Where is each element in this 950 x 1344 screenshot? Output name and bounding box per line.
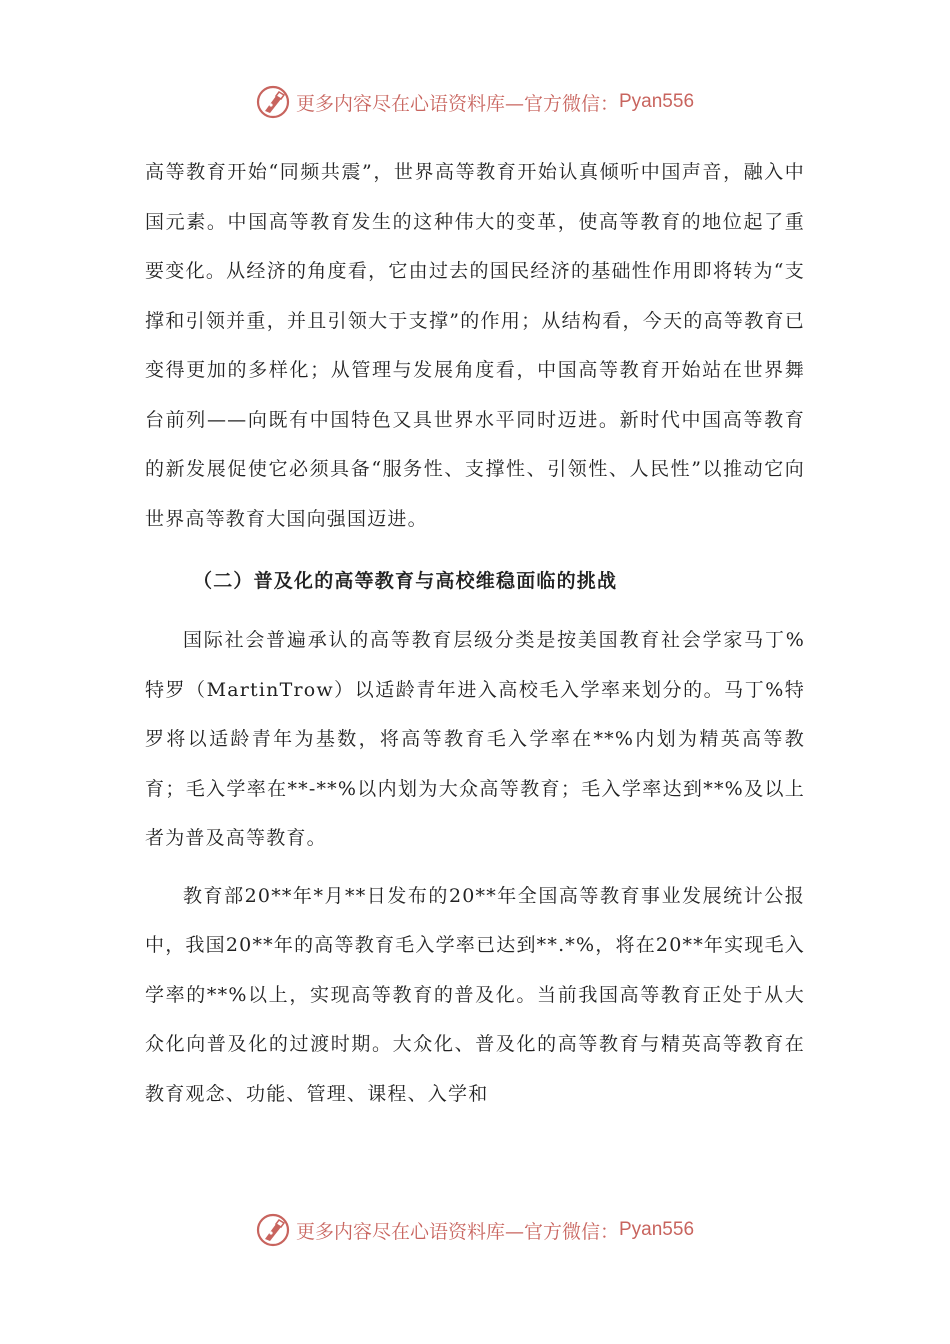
banner-text: 更多内容尽在心语资料库—官方微信： xyxy=(295,92,619,115)
banner-text: 更多内容尽在心语资料库—官方微信： xyxy=(295,1220,619,1243)
wechat-id: Pyan556 xyxy=(619,1219,695,1240)
header-banner xyxy=(0,80,950,124)
paragraph-2: 国际社会普遍承认的高等教育层级分类是按美国教育社会学家马丁%特罗（MartinTrow）以适龄青年进入高校毛入学率来划分的。马丁%特罗将以适龄青年为基数，将高等教育毛入学率在**%内划为精英高等教育；毛入学率在**-**%以内划为大众高等教育；毛入学率达到**%及以上者为普及高等教育。 xyxy=(145,629,805,849)
document-body xyxy=(145,148,805,1119)
wechat-id: Pyan556 xyxy=(619,91,695,112)
paragraph-3: 教育部20**年*月**日发布的20**年全国高等教育事业发展统计公报中，我国20**年的高等教育毛入学率已达到**.*%，将在20**年实现毛入学率的**%以上，实现高等教育的普及化。当前我国高等教育正处于从大众化向普及化的过渡时期。大众化、普及化的高等教育与精英高等教育在教育观念、功能、管理、课程、入学和 xyxy=(145,884,805,1105)
section-heading: （二）普及化的高等教育与高校维稳面临的挑战 xyxy=(193,570,618,592)
pen-nib-icon xyxy=(256,85,290,119)
paragraph-1: 高等教育开始“同频共震”，世界高等教育开始认真倾听中国声音，融入中国元素。中国高等教育发生的这种伟大的变革，使高等教育的地位起了重要变化。从经济的角度看，它由过去的国民经济的基础性作用即将转为“支撑和引领并重，并且引领大于支撑”的作用；从结构看，今天的高等教育已变得更加的多样化；从管理与发展角度看，中国高等教育开始站在世界舞台前列——向既有中国特色又具世界水平同时迈进。新时代中国高等教育的新发展促使它必须具备“服务性、支撑性、引领性、人民性”以推动它向世界高等教育大国向强国迈进。 xyxy=(145,161,805,530)
footer-banner xyxy=(0,1208,950,1252)
pen-nib-icon xyxy=(256,1213,290,1247)
